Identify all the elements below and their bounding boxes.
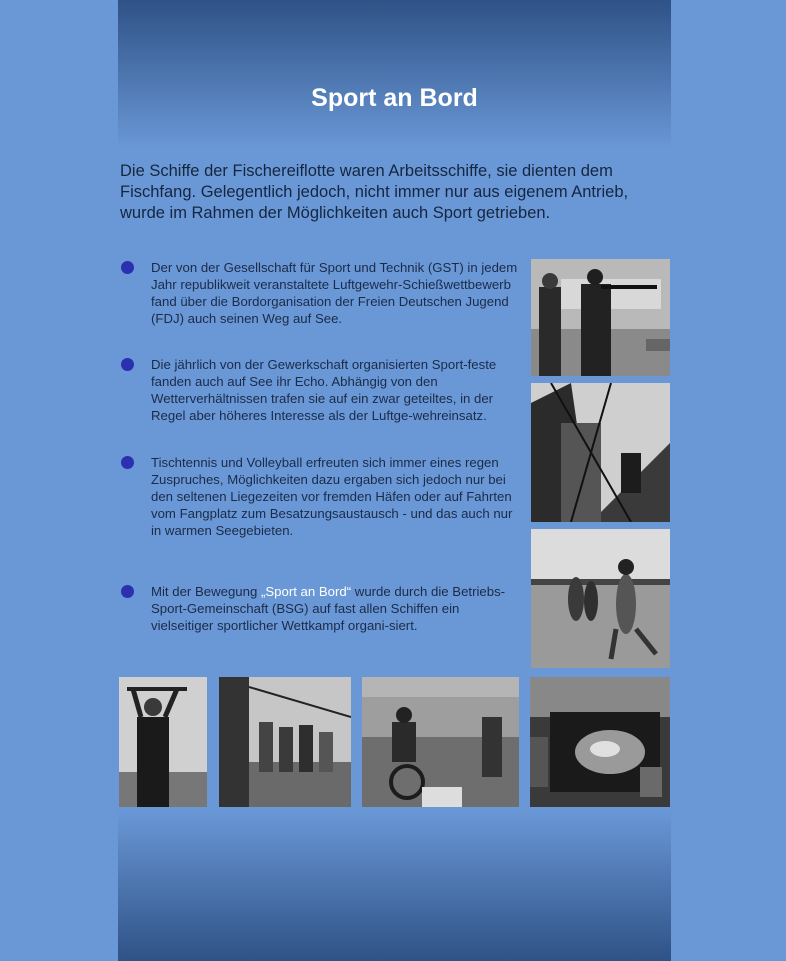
bullet-item-2 [121, 356, 521, 424]
photo-deck-pool [530, 677, 670, 807]
bullet-text: Die jährlich von der Gewerkschaft organisierten Sport-feste fanden auch auf See ihr Echo. Abhängig von den Wetterverhältnissen trafen sie auf ein zwar geteiltes, in der Regel aber höheres Interesse als der Luftge-wehreinsatz. [151, 357, 497, 423]
bullet-dot-icon [121, 456, 134, 469]
photo-exercise-bike [362, 677, 519, 807]
page-title: Sport an Bord [311, 84, 478, 112]
photo-ship-deck [531, 383, 670, 522]
bullet-item-4 [121, 583, 521, 634]
bullet-item-1 [121, 259, 521, 327]
bullet-text: Mit der Bewegung „Sport an Bord“ wurde durch die Betriebs-Sport-Gemeinschaft (BSG) auf fast allen Schiffen ein vielseitiger sportlicher Wettkampf organi-siert. [151, 584, 506, 633]
photo-crew-gathering [219, 677, 351, 807]
bullet-dot-icon [121, 261, 134, 274]
photo-pullup-bar [119, 677, 207, 807]
bullet-text: Tischtennis und Volleyball erfreuten sich immer eines regen Zuspruches, Möglichkeiten dazu ergaben sich jedoch nur bei den seltenen Liegezeiten vor fremden Häfen oder auf Fahrten vom Fangplatz zum Besatzungsaustausch - und das auch nur in warmen Seegebieten. [151, 455, 513, 538]
photo-exercise-deck [531, 529, 670, 668]
bullet-text: Der von der Gesellschaft für Sport und Technik (GST) in jedem Jahr republikweit veranstaltete Luftgewehr-Schießwettbewerb fand über die Bordorganisation der Freien Deutschen Jugend (FDJ) auch seinen Weg auf See. [151, 260, 518, 326]
bullet-dot-icon [121, 585, 134, 598]
bullet-dot-icon [121, 358, 134, 371]
photo-air-rifle-shooting [531, 259, 670, 376]
intro-paragraph: Die Schiffe der Fischereiflotte waren Arbeitsschiffe, sie dienten dem Fischfang. Gelegentlich jedoch, nicht immer nur aus eigenem Antrieb, wurde im Rahmen der Möglichkeiten auch Sport getrieben. [120, 162, 629, 222]
bullet-item-3 [121, 454, 521, 539]
highlight-link: „Sport an Bord“ [260, 584, 352, 599]
